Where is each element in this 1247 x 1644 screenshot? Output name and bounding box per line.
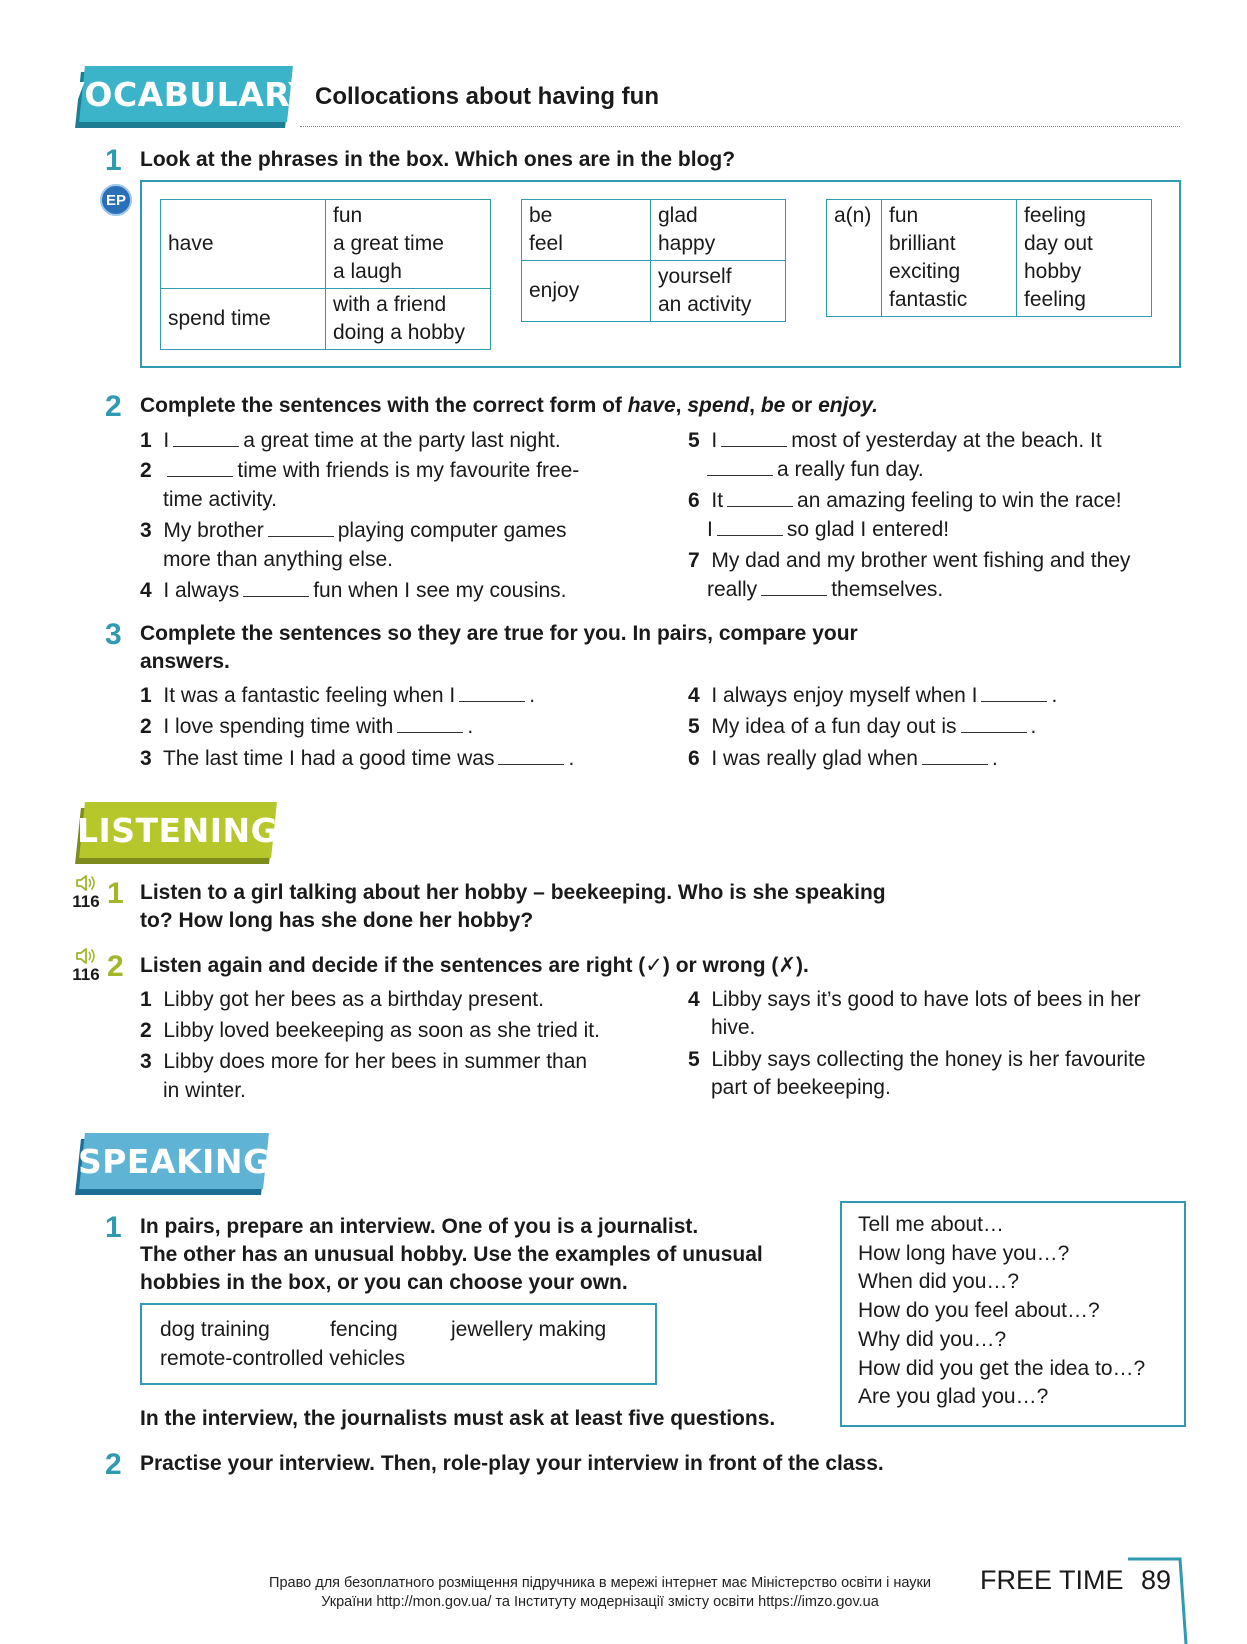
listening-banner-label: LISTENING — [77, 810, 279, 850]
speaking-ex1-number: 1 — [105, 1211, 122, 1244]
question-prompt: How do you feel about…? — [858, 1299, 1100, 1323]
adjective-list: fun brilliant exciting fantastic — [882, 200, 1017, 317]
speaking-ex1-note: In the interview, the journalists must ask at least five questions. — [140, 1407, 776, 1430]
speaking-banner — [77, 1133, 271, 1189]
listening-ex2-sentence-4-cont: hive. — [711, 1016, 756, 1039]
listening-ex1-instruction: Listen to a girl talking about her hobby – beekeeping. Who is she speaking — [140, 881, 886, 904]
answer-blank[interactable] — [173, 428, 239, 447]
vocab-ex2-sentence-5-cont: a really fun day. — [707, 455, 924, 484]
verb-spend-time: spend time — [161, 289, 326, 350]
vocab-ex3-item-3: 3 The last time I had a good time was . — [140, 747, 575, 770]
answer-blank[interactable] — [243, 578, 309, 597]
listening-ex2-sentence-3-cont: in winter. — [163, 1079, 246, 1102]
speaker-icon — [75, 874, 97, 892]
answer-blank[interactable] — [459, 683, 525, 702]
audio-track-116[interactable]: 116 — [68, 874, 104, 912]
listening-ex2-sentence-3: 3 Libby does more for her bees in summer than — [140, 1050, 588, 1073]
answer-blank[interactable] — [707, 457, 773, 476]
listening-ex2-number: 2 — [107, 950, 124, 983]
listening-ex1-instruction-cont: to? How long has she done her hobby? — [140, 909, 534, 932]
verb-have: have — [161, 200, 326, 289]
hobby-fencing: fencing — [330, 1318, 398, 1341]
vocab-ex3-number: 3 — [105, 618, 122, 651]
ep-badge-icon[interactable]: EP — [100, 184, 132, 216]
hobby-jewellery-making: jewellery making — [451, 1318, 607, 1341]
speaker-icon — [75, 947, 97, 965]
vocab-ex2-sentence-1: 1 I a great time at the party last night. — [140, 429, 561, 452]
answer-blank[interactable] — [761, 577, 827, 596]
question-prompt: How did you get the idea to…? — [858, 1356, 1146, 1380]
listening-ex2-sentence-4: 4 Libby says it’s good to have lots of bees in her — [688, 988, 1141, 1011]
have-collocations: fun a great time a laugh — [326, 200, 491, 289]
answer-blank[interactable] — [498, 746, 564, 765]
speaking-ex1-instruction-l3: hobbies in the box, or you can choose your own. — [140, 1271, 628, 1294]
speaking-ex1-instruction-l1: In pairs, prepare an interview. One of you is a journalist. — [140, 1215, 699, 1238]
vocab-ex1-instruction: Look at the phrases in the box. Which ones are in the blog? — [140, 148, 736, 171]
vocab-ex1-number: 1 — [105, 144, 122, 177]
copyright-notice: Право для безоплатного розміщення підручника в мережі інтернет має Міністерство освіти і науки України http://mon.gov.ua/ та Інституту модернізації змісту освіти https://imzo.gov.ua — [269, 1575, 931, 1610]
vocab-ex3-item-4: 4 I always enjoy myself when I . — [688, 684, 1058, 707]
question-prompt: Why did you…? — [858, 1327, 1007, 1351]
vocab-ex3-item-1: 1 It was a fantastic feeling when I . — [140, 684, 536, 707]
enjoy-collocations: yourself an activity — [651, 261, 786, 322]
vocab-ex3-instruction-cont: answers. — [140, 650, 230, 673]
vocab-ex2-sentence-7: 7 My dad and my brother went fishing and they — [688, 549, 1131, 572]
speaking-ex1-instruction-l2: The other has an unusual hobby. Use the examples of unusual — [140, 1243, 763, 1266]
vocab-ex3-item-2: 2 I love spending time with . — [140, 715, 474, 738]
phrases-table-be-enjoy — [521, 199, 786, 322]
page-corner-rule — [1128, 1556, 1188, 1644]
question-prompt: Tell me about… — [858, 1213, 1004, 1236]
answer-blank[interactable] — [167, 458, 233, 477]
vocab-ex3-instruction: Complete the sentences so they are true for you. In pairs, compare your — [140, 622, 858, 645]
listening-ex2-sentence-5: 5 Libby says collecting the honey is her favourite — [688, 1048, 1146, 1071]
page-number: 89 — [1141, 1565, 1172, 1595]
question-prompt: When did you…? — [858, 1270, 1020, 1294]
vocabulary-banner — [59, 66, 313, 122]
listening-ex2-instruction: Listen again and decide if the sentences are right (✓) or wrong (✗). — [140, 954, 809, 977]
question-prompts-list — [858, 1211, 1145, 1412]
vocab-ex3-item-6: 6 I was really glad when . — [688, 747, 998, 770]
title-dotted-rule — [300, 126, 1180, 127]
phrases-table-adjectives — [826, 199, 1152, 317]
be-collocations: glad happy — [651, 200, 786, 261]
answer-blank[interactable] — [717, 517, 783, 536]
speaking-ex2-number: 2 — [105, 1448, 122, 1481]
article-an: a(n) — [827, 200, 882, 317]
answer-blank[interactable] — [922, 746, 988, 765]
listening-ex2-sentence-5-cont: part of beekeeping. — [711, 1076, 891, 1099]
listening-ex2-sentence-2: 2 Libby loved beekeeping as soon as she tried it. — [140, 1019, 600, 1042]
vocab-ex2-sentence-2: 2 time with friends is my favourite free- — [140, 459, 580, 482]
vocab-ex2-sentence-7-cont: really themselves. — [707, 578, 944, 601]
answer-blank[interactable] — [721, 428, 787, 447]
listening-ex1-number: 1 — [107, 877, 124, 910]
vocab-ex2-sentence-5: 5 I most of yesterday at the beach. It — [688, 429, 1102, 452]
vocab-ex2-sentence-2-cont: time activity. — [163, 488, 277, 511]
noun-list: feeling day out hobby feeling — [1017, 200, 1152, 317]
answer-blank[interactable] — [961, 714, 1027, 733]
question-prompt: How long have you…? — [858, 1241, 1070, 1265]
listening-ex2-sentence-1: 1 Libby got her bees as a birthday present. — [140, 988, 544, 1011]
vocab-ex2-sentence-4: 4 I always fun when I see my cousins. — [140, 579, 567, 602]
answer-blank[interactable] — [268, 518, 334, 537]
answer-blank[interactable] — [397, 714, 463, 733]
spend-collocations: with a friend doing a hobby — [326, 289, 491, 350]
verb-enjoy: enjoy — [522, 261, 651, 322]
vocab-ex2-sentence-3: 3 My brother playing computer games — [140, 519, 567, 542]
answer-blank[interactable] — [981, 683, 1047, 702]
audio-track-116[interactable]: 116 — [68, 947, 104, 985]
vocabulary-banner-label: VOCABULARY — [59, 74, 313, 114]
vocab-ex2-sentence-3-cont: more than anything else. — [163, 548, 393, 571]
hobby-dog-training: dog training — [160, 1318, 270, 1341]
footer-section-title: FREE TIME — [980, 1565, 1124, 1595]
vocabulary-title: Collocations about having fun — [315, 83, 659, 110]
vocab-ex2-sentence-6-cont: I so glad I entered! — [707, 518, 950, 541]
listening-banner — [78, 802, 278, 858]
phrases-table-have — [160, 199, 491, 350]
speaking-ex2-instruction: Practise your interview. Then, role-play your interview in front of the class. — [140, 1452, 884, 1475]
verbs-be-feel: be feel — [522, 200, 651, 261]
answer-blank[interactable] — [727, 488, 793, 507]
question-prompt: Are you glad you…? — [858, 1385, 1049, 1409]
hobby-remote-controlled-vehicles: remote-controlled vehicles — [160, 1347, 406, 1370]
vocab-ex3-item-5: 5 My idea of a fun day out is . — [688, 715, 1037, 738]
speaking-banner-label: SPEAKING — [77, 1141, 271, 1181]
vocab-ex2-number: 2 — [105, 390, 122, 423]
vocab-ex2-instruction: Complete the sentences with the correct form of have, spend, be or enjoy. — [140, 394, 878, 417]
vocab-ex2-sentence-6: 6 It an amazing feeling to win the race! — [688, 489, 1122, 512]
